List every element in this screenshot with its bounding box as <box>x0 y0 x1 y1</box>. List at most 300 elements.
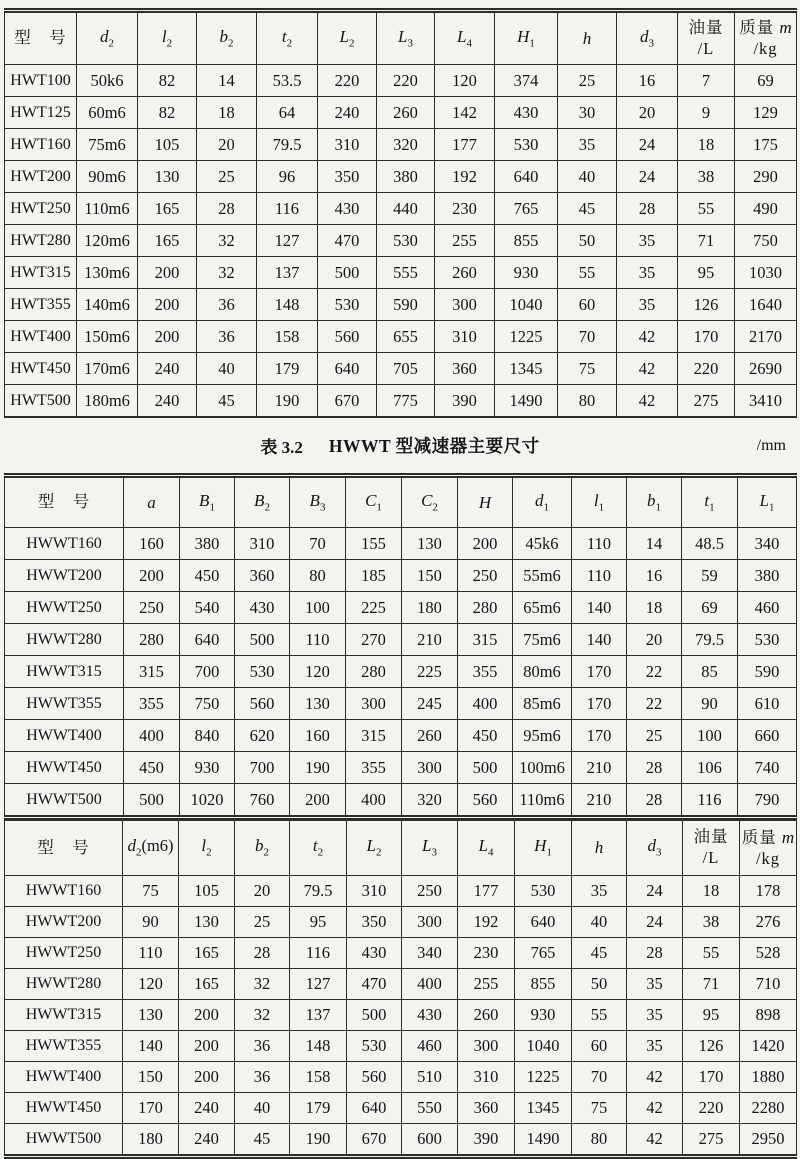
value-cell: 24 <box>627 907 683 938</box>
column-header: 质量 m /kg <box>735 11 797 65</box>
value-cell: 129 <box>735 97 797 129</box>
value-cell: 750 <box>735 225 797 257</box>
value-cell: 70 <box>290 528 346 560</box>
value-cell: 300 <box>458 1031 515 1062</box>
value-cell: 500 <box>124 784 180 818</box>
value-cell: 180 <box>123 1124 179 1157</box>
value-cell: 400 <box>124 720 180 752</box>
unit-label: /mm <box>756 436 786 454</box>
value-cell: 355 <box>346 752 402 784</box>
value-cell: 175 <box>735 129 797 161</box>
model-cell: HWWT250 <box>5 592 124 624</box>
value-cell: 200 <box>179 1000 235 1031</box>
value-cell: 355 <box>458 656 513 688</box>
value-cell: 775 <box>377 385 435 418</box>
value-cell: 170 <box>683 1062 740 1093</box>
header-row <box>5 476 797 528</box>
column-header: $b_2$ <box>197 11 257 65</box>
value-cell: 130 <box>402 528 458 560</box>
value-cell: 180 <box>402 592 458 624</box>
value-cell: 430 <box>318 193 377 225</box>
value-cell: 50 <box>572 969 627 1000</box>
value-cell: 65m6 <box>513 592 572 624</box>
value-cell: 430 <box>495 97 558 129</box>
model-cell: HWWT160 <box>5 528 124 560</box>
value-cell: 116 <box>682 784 738 818</box>
value-cell: 898 <box>740 1000 797 1031</box>
value-cell: 660 <box>738 720 797 752</box>
value-cell: 22 <box>627 688 682 720</box>
value-cell: 460 <box>402 1031 458 1062</box>
value-cell: 2280 <box>740 1093 797 1124</box>
value-cell: 140 <box>572 592 627 624</box>
value-cell: 110 <box>572 560 627 592</box>
value-cell: 35 <box>617 225 678 257</box>
value-cell: 190 <box>290 752 346 784</box>
value-cell: 130 <box>179 907 235 938</box>
value-cell: 90 <box>123 907 179 938</box>
value-cell: 95 <box>678 257 735 289</box>
value-cell: 200 <box>124 560 180 592</box>
value-cell: 142 <box>435 97 495 129</box>
table-row <box>5 907 797 938</box>
value-cell: 110 <box>123 938 179 969</box>
value-cell: 60m6 <box>77 97 138 129</box>
value-cell: 255 <box>435 225 495 257</box>
value-cell: 110m6 <box>513 784 572 818</box>
table-row <box>5 528 797 560</box>
table-row <box>5 1031 797 1062</box>
value-cell: 177 <box>458 876 515 907</box>
value-cell: 36 <box>235 1062 290 1093</box>
value-cell: 28 <box>235 938 290 969</box>
value-cell: 150 <box>123 1062 179 1093</box>
value-cell: 155 <box>346 528 402 560</box>
value-cell: 710 <box>740 969 797 1000</box>
value-cell: 20 <box>617 97 678 129</box>
value-cell: 7 <box>678 65 735 97</box>
model-cell: HWT400 <box>5 321 77 353</box>
value-cell: 374 <box>495 65 558 97</box>
value-cell: 32 <box>235 1000 290 1031</box>
value-cell: 220 <box>318 65 377 97</box>
value-cell: 350 <box>347 907 402 938</box>
value-cell: 100m6 <box>513 752 572 784</box>
value-cell: 179 <box>257 353 318 385</box>
value-cell: 28 <box>627 938 683 969</box>
value-cell: 530 <box>347 1031 402 1062</box>
value-cell: 120 <box>290 656 346 688</box>
value-cell: 355 <box>124 688 180 720</box>
value-cell: 200 <box>138 257 197 289</box>
value-cell: 790 <box>738 784 797 818</box>
table-row <box>5 385 797 418</box>
value-cell: 20 <box>627 624 682 656</box>
value-cell: 1020 <box>180 784 235 818</box>
value-cell: 95 <box>290 907 347 938</box>
header-row <box>5 11 797 65</box>
value-cell: 80 <box>290 560 346 592</box>
value-cell: 45 <box>558 193 617 225</box>
value-cell: 530 <box>738 624 797 656</box>
value-cell: 80 <box>558 385 617 418</box>
value-cell: 528 <box>740 938 797 969</box>
value-cell: 765 <box>495 193 558 225</box>
value-cell: 140 <box>123 1031 179 1062</box>
value-cell: 930 <box>515 1000 572 1031</box>
value-cell: 45 <box>572 938 627 969</box>
table-caption <box>4 418 796 473</box>
table-row <box>5 1062 797 1093</box>
value-cell: 280 <box>124 624 180 656</box>
value-cell: 450 <box>124 752 180 784</box>
value-cell: 100 <box>290 592 346 624</box>
column-header: $L_1$ <box>738 476 797 528</box>
value-cell: 590 <box>377 289 435 321</box>
value-cell: 170 <box>572 656 627 688</box>
value-cell: 137 <box>257 257 318 289</box>
value-cell: 450 <box>458 720 513 752</box>
value-cell: 2950 <box>740 1124 797 1157</box>
value-cell: 500 <box>347 1000 402 1031</box>
value-cell: 40 <box>197 353 257 385</box>
value-cell: 42 <box>617 385 678 418</box>
table-number: 表 3.2 <box>260 438 303 457</box>
table-row <box>5 938 797 969</box>
column-header: $B_3$ <box>290 476 346 528</box>
value-cell: 1225 <box>515 1062 572 1093</box>
value-cell: 165 <box>138 225 197 257</box>
value-cell: 240 <box>138 353 197 385</box>
value-cell: 705 <box>377 353 435 385</box>
value-cell: 430 <box>235 592 290 624</box>
value-cell: 1490 <box>515 1124 572 1157</box>
value-cell: 270 <box>346 624 402 656</box>
value-cell: 1345 <box>495 353 558 385</box>
value-cell: 105 <box>179 876 235 907</box>
table-row <box>5 784 797 818</box>
value-cell: 130 <box>138 161 197 193</box>
value-cell: 390 <box>435 385 495 418</box>
column-header: $C_2$ <box>402 476 458 528</box>
value-cell: 38 <box>678 161 735 193</box>
model-cell: HWWT315 <box>5 1000 123 1031</box>
value-cell: 170m6 <box>77 353 138 385</box>
value-cell: 200 <box>179 1062 235 1093</box>
value-cell: 1030 <box>735 257 797 289</box>
value-cell: 340 <box>402 938 458 969</box>
value-cell: 36 <box>197 289 257 321</box>
value-cell: 300 <box>346 688 402 720</box>
value-cell: 35 <box>627 1031 683 1062</box>
table-row <box>5 592 797 624</box>
value-cell: 225 <box>346 592 402 624</box>
value-cell: 1420 <box>740 1031 797 1062</box>
value-cell: 1880 <box>740 1062 797 1093</box>
value-cell: 82 <box>138 65 197 97</box>
value-cell: 500 <box>235 624 290 656</box>
value-cell: 38 <box>683 907 740 938</box>
value-cell: 69 <box>682 592 738 624</box>
value-cell: 310 <box>318 129 377 161</box>
table-row <box>5 65 797 97</box>
value-cell: 670 <box>347 1124 402 1157</box>
value-cell: 275 <box>683 1124 740 1157</box>
value-cell: 360 <box>458 1093 515 1124</box>
model-cell: HWT450 <box>5 353 77 385</box>
value-cell: 400 <box>402 969 458 1000</box>
value-cell: 50k6 <box>77 65 138 97</box>
value-cell: 320 <box>377 129 435 161</box>
value-cell: 555 <box>377 257 435 289</box>
value-cell: 190 <box>257 385 318 418</box>
column-header: $C_1$ <box>346 476 402 528</box>
value-cell: 400 <box>458 688 513 720</box>
model-cell: HWWT160 <box>5 876 123 907</box>
column-header: h <box>558 11 617 65</box>
column-header: $b_1$ <box>627 476 682 528</box>
value-cell: 45 <box>197 385 257 418</box>
value-cell: 80m6 <box>513 656 572 688</box>
value-cell: 55m6 <box>513 560 572 592</box>
value-cell: 530 <box>495 129 558 161</box>
value-cell: 510 <box>402 1062 458 1093</box>
value-cell: 177 <box>435 129 495 161</box>
model-cell: HWWT400 <box>5 1062 123 1093</box>
value-cell: 25 <box>627 720 682 752</box>
model-cell: HWT250 <box>5 193 77 225</box>
value-cell: 100 <box>682 720 738 752</box>
column-header: $B_2$ <box>235 476 290 528</box>
value-cell: 60 <box>558 289 617 321</box>
value-cell: 35 <box>572 876 627 907</box>
value-cell: 1490 <box>495 385 558 418</box>
table-row <box>5 969 797 1000</box>
value-cell: 90m6 <box>77 161 138 193</box>
value-cell: 855 <box>515 969 572 1000</box>
column-header: 油量 /L <box>678 11 735 65</box>
value-cell: 150m6 <box>77 321 138 353</box>
value-cell: 9 <box>678 97 735 129</box>
column-header: $t_1$ <box>682 476 738 528</box>
value-cell: 670 <box>318 385 377 418</box>
value-cell: 240 <box>179 1093 235 1124</box>
value-cell: 590 <box>738 656 797 688</box>
value-cell: 430 <box>347 938 402 969</box>
table-row <box>5 257 797 289</box>
model-cell: HWWT450 <box>5 752 124 784</box>
column-header: $l_2$ <box>179 821 235 876</box>
column-header: 油量 /L <box>683 821 740 876</box>
value-cell: 120m6 <box>77 225 138 257</box>
value-cell: 55 <box>572 1000 627 1031</box>
table-row <box>5 225 797 257</box>
value-cell: 610 <box>738 688 797 720</box>
table-row <box>5 289 797 321</box>
table-row <box>5 1093 797 1124</box>
value-cell: 32 <box>197 257 257 289</box>
value-cell: 24 <box>617 129 678 161</box>
value-cell: 127 <box>257 225 318 257</box>
value-cell: 640 <box>515 907 572 938</box>
table-row <box>5 1000 797 1031</box>
scanned-page <box>4 0 796 1159</box>
value-cell: 82 <box>138 97 197 129</box>
value-cell: 760 <box>235 784 290 818</box>
value-cell: 40 <box>572 907 627 938</box>
value-cell: 350 <box>318 161 377 193</box>
column-header: $d_1$ <box>513 476 572 528</box>
value-cell: 178 <box>740 876 797 907</box>
column-header: $L_4$ <box>435 11 495 65</box>
value-cell: 250 <box>458 560 513 592</box>
value-cell: 380 <box>738 560 797 592</box>
value-cell: 110m6 <box>77 193 138 225</box>
value-cell: 390 <box>458 1124 515 1157</box>
value-cell: 42 <box>627 1124 683 1157</box>
value-cell: 550 <box>402 1093 458 1124</box>
value-cell: 160 <box>290 720 346 752</box>
value-cell: 280 <box>346 656 402 688</box>
column-header: $l_2$ <box>138 11 197 65</box>
value-cell: 560 <box>318 321 377 353</box>
value-cell: 460 <box>738 592 797 624</box>
value-cell: 220 <box>678 353 735 385</box>
value-cell: 40 <box>558 161 617 193</box>
value-cell: 25 <box>558 65 617 97</box>
model-cell: HWT200 <box>5 161 77 193</box>
value-cell: 300 <box>402 907 458 938</box>
caption-title: HWWT 型减速器主要尺寸 <box>328 436 540 456</box>
value-cell: 28 <box>617 193 678 225</box>
value-cell: 45k6 <box>513 528 572 560</box>
model-cell: HWT100 <box>5 65 77 97</box>
value-cell: 55 <box>683 938 740 969</box>
value-cell: 18 <box>678 129 735 161</box>
table-row <box>5 720 797 752</box>
value-cell: 20 <box>235 876 290 907</box>
value-cell: 170 <box>123 1093 179 1124</box>
column-header: $L_3$ <box>377 11 435 65</box>
value-cell: 560 <box>347 1062 402 1093</box>
value-cell: 70 <box>558 321 617 353</box>
value-cell: 48.5 <box>682 528 738 560</box>
value-cell: 105 <box>138 129 197 161</box>
value-cell: 260 <box>377 97 435 129</box>
column-header: $d_2$ <box>77 11 138 65</box>
column-header: $B_1$ <box>180 476 235 528</box>
value-cell: 14 <box>627 528 682 560</box>
value-cell: 42 <box>617 321 678 353</box>
value-cell: 165 <box>179 938 235 969</box>
table-row <box>5 624 797 656</box>
table-row <box>5 129 797 161</box>
value-cell: 560 <box>458 784 513 818</box>
model-cell: HWT280 <box>5 225 77 257</box>
value-cell: 85 <box>682 656 738 688</box>
value-cell: 24 <box>627 876 683 907</box>
value-cell: 110 <box>572 528 627 560</box>
value-cell: 360 <box>435 353 495 385</box>
value-cell: 22 <box>627 656 682 688</box>
value-cell: 25 <box>197 161 257 193</box>
column-header: $L_3$ <box>402 821 458 876</box>
value-cell: 16 <box>617 65 678 97</box>
value-cell: 490 <box>735 193 797 225</box>
table-row <box>5 1124 797 1157</box>
value-cell: 430 <box>402 1000 458 1031</box>
value-cell: 855 <box>495 225 558 257</box>
table-row <box>5 688 797 720</box>
value-cell: 540 <box>180 592 235 624</box>
value-cell: 140 <box>572 624 627 656</box>
value-cell: 2690 <box>735 353 797 385</box>
value-cell: 530 <box>515 876 572 907</box>
value-cell: 200 <box>138 289 197 321</box>
model-cell: HWT125 <box>5 97 77 129</box>
value-cell: 36 <box>197 321 257 353</box>
value-cell: 530 <box>318 289 377 321</box>
value-cell: 315 <box>124 656 180 688</box>
value-cell: 130m6 <box>77 257 138 289</box>
value-cell: 200 <box>138 321 197 353</box>
value-cell: 75m6 <box>77 129 138 161</box>
value-cell: 95 <box>683 1000 740 1031</box>
table-row <box>5 321 797 353</box>
value-cell: 210 <box>572 784 627 818</box>
value-cell: 250 <box>402 876 458 907</box>
value-cell: 160 <box>124 528 180 560</box>
value-cell: 75 <box>572 1093 627 1124</box>
value-cell: 35 <box>617 257 678 289</box>
model-cell: HWWT500 <box>5 784 124 818</box>
column-header: $l_1$ <box>572 476 627 528</box>
value-cell: 71 <box>678 225 735 257</box>
value-cell: 640 <box>180 624 235 656</box>
value-cell: 79.5 <box>290 876 347 907</box>
value-cell: 225 <box>402 656 458 688</box>
value-cell: 310 <box>458 1062 515 1093</box>
value-cell: 53.5 <box>257 65 318 97</box>
value-cell: 276 <box>740 907 797 938</box>
value-cell: 140m6 <box>77 289 138 321</box>
value-cell: 24 <box>617 161 678 193</box>
value-cell: 192 <box>435 161 495 193</box>
value-cell: 116 <box>257 193 318 225</box>
value-cell: 530 <box>235 656 290 688</box>
value-cell: 120 <box>435 65 495 97</box>
value-cell: 400 <box>346 784 402 818</box>
hwwt-dimensions-table-upper <box>4 473 797 820</box>
value-cell: 170 <box>572 688 627 720</box>
model-cell: HWWT200 <box>5 907 123 938</box>
table-row <box>5 161 797 193</box>
value-cell: 200 <box>179 1031 235 1062</box>
value-cell: 450 <box>180 560 235 592</box>
value-cell: 300 <box>435 289 495 321</box>
column-header: $d_3$ <box>617 11 678 65</box>
value-cell: 280 <box>458 592 513 624</box>
hwwt-dimensions-table-lower <box>4 820 797 1159</box>
value-cell: 75 <box>123 876 179 907</box>
value-cell: 170 <box>678 321 735 353</box>
value-cell: 28 <box>197 193 257 225</box>
table-row <box>5 876 797 907</box>
value-cell: 55 <box>678 193 735 225</box>
value-cell: 130 <box>123 1000 179 1031</box>
value-cell: 560 <box>235 688 290 720</box>
value-cell: 75m6 <box>513 624 572 656</box>
